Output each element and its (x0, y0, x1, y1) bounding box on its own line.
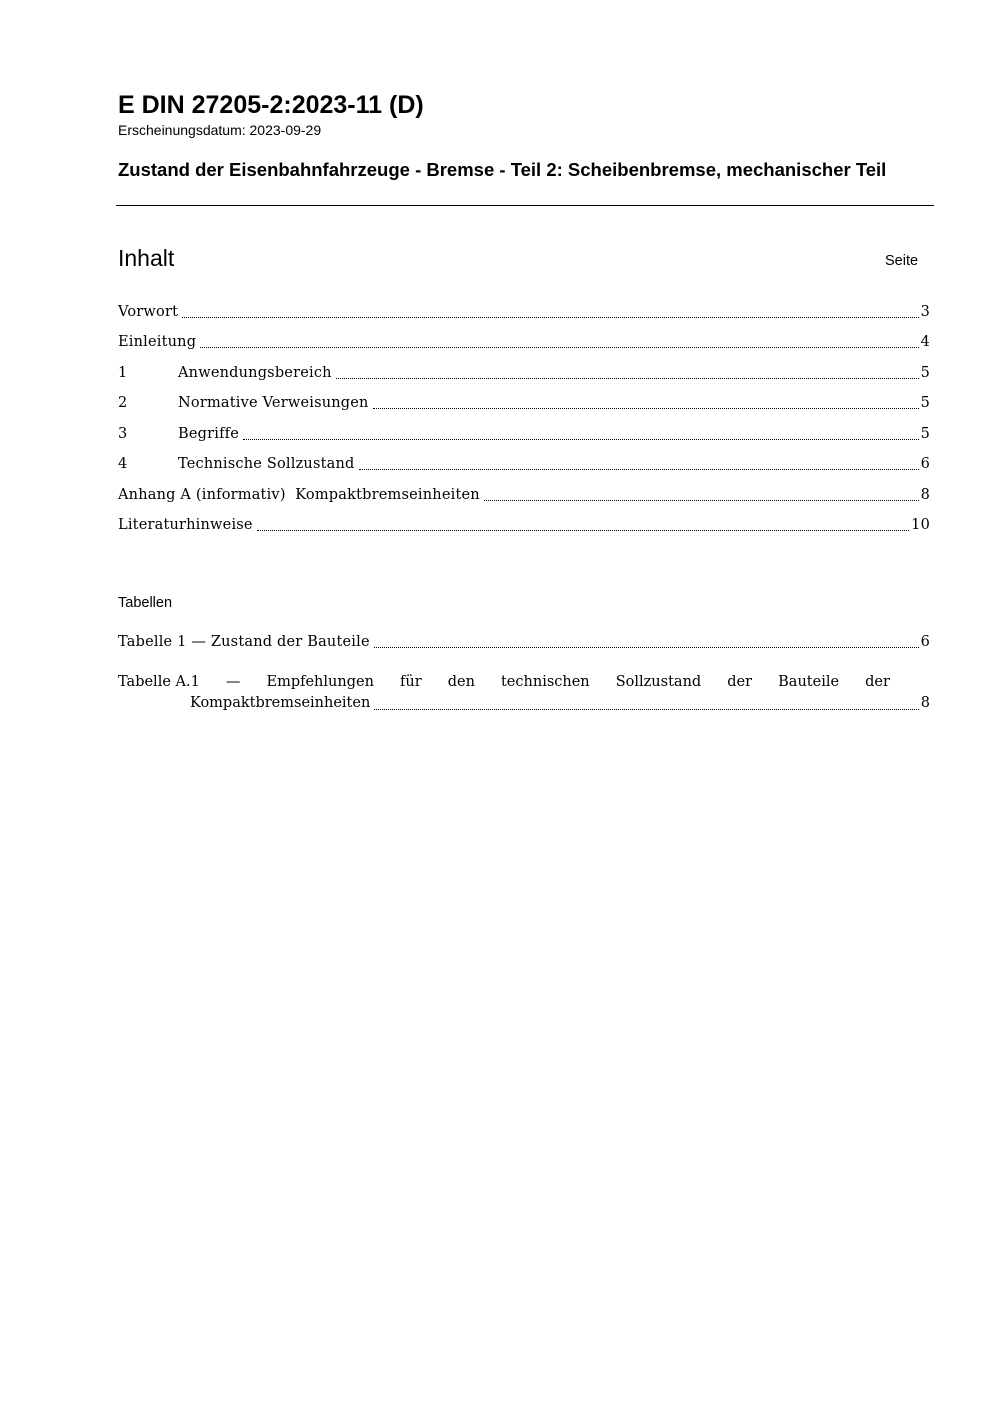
toc-entry-label: Vorwort (118, 304, 179, 320)
toc-entry-page: 4 (920, 334, 930, 350)
toc-entry-label: Technische Sollzustand (178, 456, 355, 472)
table-entry-tabelle-1[interactable] (118, 632, 930, 652)
toc-entry-page: 6 (920, 456, 930, 472)
table-entry-tabelle-a1[interactable] (118, 672, 930, 714)
toc-entry-literaturhinweise[interactable] (118, 515, 930, 535)
label-word: der (727, 674, 753, 690)
toc-entry-anhang-a[interactable] (118, 485, 930, 505)
label-word: Bauteile (778, 674, 840, 690)
leader-dots (374, 709, 918, 710)
label-word: der (865, 674, 890, 690)
toc-entry-anwendungsbereich[interactable] (118, 363, 930, 383)
leader-dots (200, 347, 918, 348)
toc-entry-label: Einleitung (118, 334, 197, 350)
document-id: E DIN 27205-2:2023-11 (D) (118, 91, 424, 119)
toc-entry-label: Begriffe (178, 426, 240, 442)
leader-dots (182, 317, 918, 318)
toc-entry-label: Anwendungsbereich (178, 365, 332, 381)
toc-entry-page: 8 (920, 487, 930, 503)
toc-entry-page: 5 (920, 426, 930, 442)
toc-entry-number: 2 (118, 395, 128, 411)
toc-entry-page: 10 (911, 517, 930, 533)
leader-dots (374, 647, 919, 648)
leader-dots (257, 530, 909, 531)
toc-entry-number: 3 (118, 426, 128, 442)
toc-entry-label: Normative Verweisungen (178, 395, 369, 411)
toc-entry-label: Literaturhinweise (118, 517, 253, 533)
table-entry-label-continuation: Kompaktbremseinheiten (190, 695, 371, 711)
toc-heading: Inhalt (118, 245, 175, 271)
label-word: Empfehlungen (266, 674, 374, 690)
label-word: Sollzustand (615, 674, 702, 690)
label-word: für (399, 674, 422, 690)
toc-entry-page: 3 (920, 304, 930, 320)
leader-dots (373, 408, 919, 409)
leader-dots (484, 500, 919, 501)
title-divider (116, 205, 934, 206)
toc-entry-vorwort[interactable] (118, 302, 930, 322)
toc-entry-number: 1 (118, 365, 128, 381)
toc-entry-einleitung[interactable] (118, 332, 930, 352)
toc-entry-page: 5 (920, 395, 930, 411)
document-title: Zustand der Eisenbahnfahrzeuge - Bremse - Teil 2: Scheibenbremse, mechanischer Teil (118, 159, 887, 180)
table-entry-label-line2 (190, 693, 930, 714)
table-entry-label-line1 (118, 672, 890, 693)
toc-entry-label: Anhang A (informativ) Kompaktbremseinheiten (118, 487, 480, 503)
label-word: — (225, 674, 241, 690)
label-word: den (447, 674, 475, 690)
toc-entry-begriffe[interactable] (118, 424, 930, 444)
leader-dots (243, 439, 919, 440)
toc-entry-page: 5 (920, 365, 930, 381)
tables-heading: Tabellen (118, 595, 173, 611)
table-entry-page: 6 (920, 634, 930, 650)
label-word: technischen (500, 674, 590, 690)
leader-dots (336, 378, 919, 379)
toc-entry-normative-verweisungen[interactable] (118, 393, 930, 413)
toc-entry-technische-sollzustand[interactable] (118, 454, 930, 474)
toc-entry-number: 4 (118, 456, 128, 472)
leader-dots (359, 469, 919, 470)
table-entry-label: Tabelle 1 — Zustand der Bauteile (118, 634, 370, 650)
label-word: Tabelle A.1 (118, 674, 200, 690)
table-entry-page: 8 (920, 695, 930, 711)
page-column-label: Seite (885, 253, 919, 269)
publication-date: Erscheinungsdatum: 2023-09-29 (118, 122, 322, 138)
